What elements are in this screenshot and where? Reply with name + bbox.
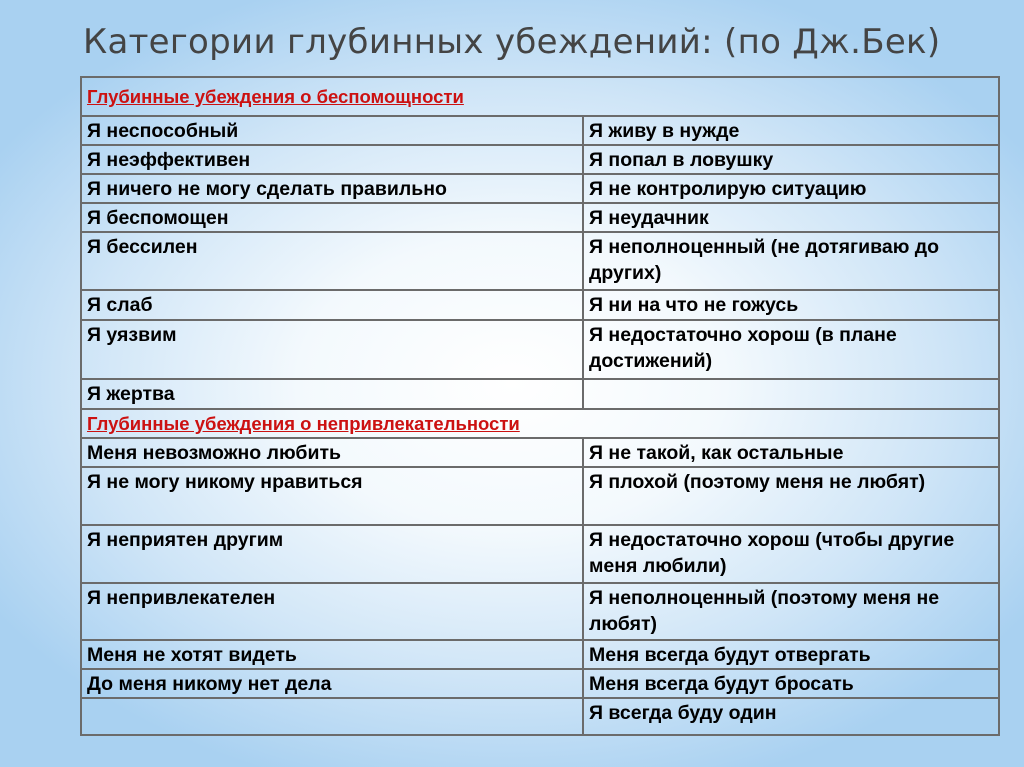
table-row <box>81 145 999 174</box>
table-row <box>81 583 999 640</box>
table-row <box>81 669 999 698</box>
table-row <box>81 290 999 320</box>
belief-cell-right <box>583 379 999 409</box>
belief-cell-right: Я недостаточно хорош (чтобы другие меня любили) <box>583 525 999 583</box>
belief-cell-left: Я неспособный <box>81 116 583 145</box>
section-header-row <box>81 409 999 438</box>
belief-cell-left: Я беспомощен <box>81 203 583 232</box>
belief-cell-right: Я плохой (поэтому меня не любят) <box>583 467 999 525</box>
belief-cell-right: Я всегда буду один <box>583 698 999 735</box>
table-row <box>81 438 999 467</box>
belief-cell-left: Я слаб <box>81 290 583 320</box>
table-row <box>81 320 999 379</box>
belief-cell-left: Я неэффективен <box>81 145 583 174</box>
belief-cell-right: Я не такой, как остальные <box>583 438 999 467</box>
table-row <box>81 174 999 203</box>
table-row <box>81 116 999 145</box>
belief-cell-left: Я ничего не могу сделать правильно <box>81 174 583 203</box>
belief-cell-right: Я живу в нужде <box>583 116 999 145</box>
belief-cell-right: Я недостаточно хорош (в плане достижений) <box>583 320 999 379</box>
belief-cell-right: Я попал в ловушку <box>583 145 999 174</box>
belief-cell-right: Я не контролирую ситуацию <box>583 174 999 203</box>
belief-cell-left: Я жертва <box>81 379 583 409</box>
belief-cell-left: Я неприятен другим <box>81 525 583 583</box>
table-row <box>81 467 999 525</box>
belief-cell-right: Я неполноценный (не дотягиваю до других) <box>583 232 999 290</box>
belief-cell-right: Я ни на что не гожусь <box>583 290 999 320</box>
belief-cell-left: Меня не хотят видеть <box>81 640 583 669</box>
table-row <box>81 232 999 290</box>
belief-cell-left: Я непривлекателен <box>81 583 583 640</box>
belief-cell-left: До меня никому нет дела <box>81 669 583 698</box>
belief-cell-right: Меня всегда будут отвергать <box>583 640 999 669</box>
beliefs-table <box>80 76 1000 736</box>
slide-title: Категории глубинных убеждений: (по Дж.Бек) <box>83 22 941 62</box>
table-row <box>81 698 999 735</box>
table-row <box>81 203 999 232</box>
belief-cell-left: Меня невозможно любить <box>81 438 583 467</box>
section-header-unattractiveness: Глубинные убеждения о непривлекательности <box>81 409 999 438</box>
belief-cell-right: Я неполноценный (поэтому меня не любят) <box>583 583 999 640</box>
belief-cell-left: Я уязвим <box>81 320 583 379</box>
table-row <box>81 379 999 409</box>
section-header-helplessness: Глубинные убеждения о беспомощности <box>81 77 999 116</box>
belief-cell-right: Меня всегда будут бросать <box>583 669 999 698</box>
table-row <box>81 525 999 583</box>
belief-cell-left <box>81 698 583 735</box>
belief-cell-left: Я не могу никому нравиться <box>81 467 583 525</box>
table-row <box>81 640 999 669</box>
belief-cell-right: Я неудачник <box>583 203 999 232</box>
section-header-row <box>81 77 999 116</box>
belief-cell-left: Я бессилен <box>81 232 583 290</box>
